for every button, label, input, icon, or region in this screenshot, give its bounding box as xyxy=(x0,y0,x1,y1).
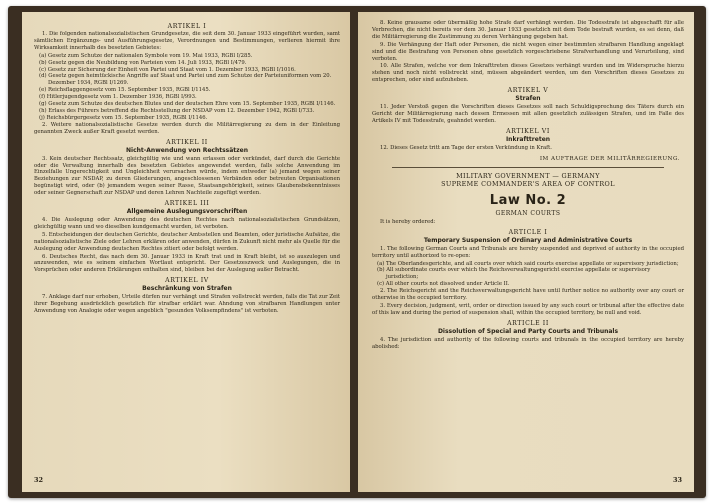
right-page xyxy=(358,12,694,492)
list-item: (a) The Oberlandesgerichte, and all courts over which said courts exercise appellate or supervisory jurisdiction; xyxy=(377,260,679,267)
paragraph: 2. Weitere nationalsozialistische Gesetze werden durch die Militärregierung zu dem in der Einleitung genannten Zweck außer Kraft gesetzt werden. xyxy=(34,121,340,135)
paragraph: 9. Die Verhängung der Haft oder Personen, die nicht wegen einer bestimmten strafbaren Handlung angeklagt sind und die Bestrafung von Personen ohne gesetzlich vorgeschriebene Strafverhandlung und Verurteilung, sind verboten. xyxy=(372,41,684,62)
mg-header-line: MILITARY GOVERNMENT — GERMANY xyxy=(456,171,600,180)
paragraph: 4. Die Auslegung oder Anwendung des deutschen Rechtes nach nationalsozialistischen Grundsätzen, gleichgültig wann und wo dieselben kundgemacht wurden, ist verboten. xyxy=(34,217,340,230)
list-item: (c) All other courts not dissolved under Article II. xyxy=(377,281,510,288)
list-item: (f) Hitlerjugendgesetz vom 1. Dezember 1936, RGBl I/993. xyxy=(39,94,197,101)
page-number: 33 xyxy=(672,476,682,484)
law-title: Law No. 2 xyxy=(489,192,567,208)
paragraph: 1. Die folgenden nationalsozialistischen Grundgesetze, die seit dem 30. Januar 1933 eingeführt wurden, samt sämtlichen Ergänzungs- und Ausführungsgesetze, Verordnungen und Bestimmungen, verlieren hiermit ihre Wirksamkeit innerhalb des besetzten Gebietes: xyxy=(34,31,340,51)
list-item: (d) Gesetz gegen heimtückische Angriffe auf Staat und Partei und zum Schutze der Parteiuniformen vom 20. Dezember 1934, RGBl I/1269. xyxy=(39,73,332,87)
paragraph: 12. Dieses Gesetz tritt am Tage der ersten Verkündung in Kraft. xyxy=(380,144,552,151)
page-number: 32 xyxy=(34,476,44,484)
paragraph: 2. The Reichsgericht and the Reichsverwaltungsgericht have until further notice no authority over any court or otherwise in the occupied territory. xyxy=(372,288,684,302)
article-heading: ARTICLE II xyxy=(507,319,549,327)
paragraph: 11. Jeder Verstoß gegen die Vorschriften dieses Gesetzes soll nach Schuldigsprechung des Täters durch ein Gericht der Militärregierung nach dessen Ermessen mit allen gesetzlich zulässigen Strafen, und im Falle des Artikels IV mit Todesstrafe, geahndet werden. xyxy=(372,104,684,124)
list-item: (a) Gesetz zum Schutze der nationalen Symbole vom 19. Mai 1933, RGBl I/285. xyxy=(39,52,253,59)
paragraph: 10. Alle Strafen, welche vor dem Inkrafttreten dieses Gesetzes verhängt wurden und im Widerspruche hierzu stehen und noch nicht vollstreckt sind, müssen abgeändert werden, um den Vorschriften dieses Gesetzes zu entsprechen, oder sind aufzuheben. xyxy=(372,63,684,84)
list-item: (b) Gesetz gegen die Neubildung von Parteien vom 14. Juli 1933, RGBl I/479. xyxy=(39,59,247,66)
book-spread xyxy=(8,6,706,498)
paragraph: 5. Entscheidungen der deutschen Gerichte, deutscher Amtsstellen und Beamten, oder juristische Aufsätze, die nationalsozialistische Ziele oder Lehren erklären oder anwenden, dürfen in Zukunft nicht mehr als Quelle für die Auslegung oder Anwendung deutschen Rechtes zitiert oder befolgt werden. xyxy=(34,231,340,252)
list-item: (j) Reichsbürgergesetz vom 15. September 1935, RGBl I/1146. xyxy=(39,114,208,121)
article-subheading: Strafen xyxy=(515,95,541,103)
paragraph: 3. Kein deutscher Rechtssatz, gleichgültig wie und wann erlassen oder verkündet, darf durch die Gerichte oder die Verwaltung innerhalb des besetzten Gebietes angewendet werden, falls solche Anwendung im Einzelfalle Ungerechtigkeit und Ungleichheit verursachen würde, indem entweder (a) jemand wegen seiner Beziehungen zur NSDAP, zu deren Gliederungen, angeschlossenen Verbänden oder betreuten Organisationen begünstigt wird, oder (b) jemandem wegen seiner Rasse, Staatsangehörigkeit, seines Glaubensbekenntnisses oder seiner Gegnerschaft zur NSDAP und deren Lehren Nachteile zugefügt werden. xyxy=(34,155,340,197)
ordered-line: It is hereby ordered: xyxy=(380,218,436,225)
article-heading: ARTIKEL V xyxy=(507,87,549,95)
mg-header-line: SUPREME COMMANDER'S AREA OF CONTROL xyxy=(441,179,615,188)
article-heading: ARTIKEL I xyxy=(167,23,207,30)
paragraph: 4. The jurisdiction and authority of the following courts and tribunals in the occupied territory are hereby abolished: xyxy=(372,336,684,350)
list-item: (b) All subordinate courts over which the Reichsverwaltungsgericht exercise appellate or supervisory jurisdiction; xyxy=(377,267,651,281)
article-subheading: Allgemeine Auslegungsvorschriften xyxy=(126,208,248,216)
list-item: (e) Reichsflaggengesetz vom 15. September 1935, RGBl I/1145. xyxy=(39,87,211,94)
list-item: (g) Gesetz zum Schutze des deutschen Blutes und der deutschen Ehre vom 15. September 1935, RGBl I/1146. xyxy=(39,101,336,108)
article-heading: ARTIKEL VI xyxy=(506,127,550,135)
list-item: (c) Gesetz zur Sicherung der Einheit von Partei und Staat vom 1. Dezember 1933, RGBl I/1016. xyxy=(39,66,296,73)
left-page xyxy=(22,12,350,492)
list-item: (h) Erlass des Führers betreffend die Rechtsstellung der NSDAP vom 12. Dezember 1942, RGBl I/733. xyxy=(39,107,315,114)
article-heading: ARTIKEL III xyxy=(164,200,210,208)
article-subheading: Beschränkung von Strafen xyxy=(142,285,232,293)
article-heading: ARTICLE I xyxy=(508,228,548,236)
article-subheading: Inkrafttreten xyxy=(505,135,551,143)
paragraph: 6. Deutsches Recht, das nach dem 30. Januar 1933 in Kraft trat und in Kraft bleibt, ist so auszulegen und anzuwenden, wie es seinem einfachen Wortlaut entspricht. Der Gesetzeszweck und Auslegungen, die in Vorsprüchen oder anderen Erklärungen enthalten sind, bleiben bei der Auslegung außer Betracht. xyxy=(34,253,340,274)
signature-line: IM AUFTRAGE DER MILITÄRREGIERUNG. xyxy=(539,155,680,162)
article-subheading: Nicht-Anwendung von Rechtssätzen xyxy=(126,146,248,154)
article-subheading: Dissolution of Special and Party Courts and Tribunals xyxy=(437,327,619,335)
paragraph: 7. Anklage darf nur erhoben, Urteile dürfen nur verhängt und Strafen vollstreckt werden, falls die Tat zur Zeit ihrer Begehung ausdrücklich gesetzlich für strafbar erklärt war. Ahndung von strafbaren Handlungen unter Anwendung von Analogie oder wegen angeblich "gesunden Volksempfindens" ist verboten. xyxy=(34,294,340,315)
paragraph: 3. Every decision, judgment, writ, order or direction issued by any such court or tribunal after the effective date of this law and during the period of suspension shall, within the occupied territory, be null and void. xyxy=(372,302,684,316)
paragraph: 8. Keine grausame oder übermäßig hohe Strafe darf verhängt werden. Die Todesstrafe ist abgeschafft für alle Verbrechen, die nicht bereits vor dem 30. Januar 1933 gesetzlich mit dem Tode bestraft wurden, es sei denn, daß die Militärregierung die Zustimmung zu deren Verhängung gegeben hat. xyxy=(372,20,684,40)
article-heading: ARTIKEL II xyxy=(166,138,208,146)
article-heading: ARTIKEL IV xyxy=(165,277,209,285)
law-subject: GERMAN COURTS xyxy=(495,209,561,217)
paragraph: 1. The following German Courts and Tribunals are hereby suspended and deprived of authority in the occupied territory until authorized to re-open: xyxy=(372,245,684,259)
divider xyxy=(392,167,664,168)
article-subheading: Temporary Suspension of Ordinary and Administrative Courts xyxy=(423,236,633,244)
